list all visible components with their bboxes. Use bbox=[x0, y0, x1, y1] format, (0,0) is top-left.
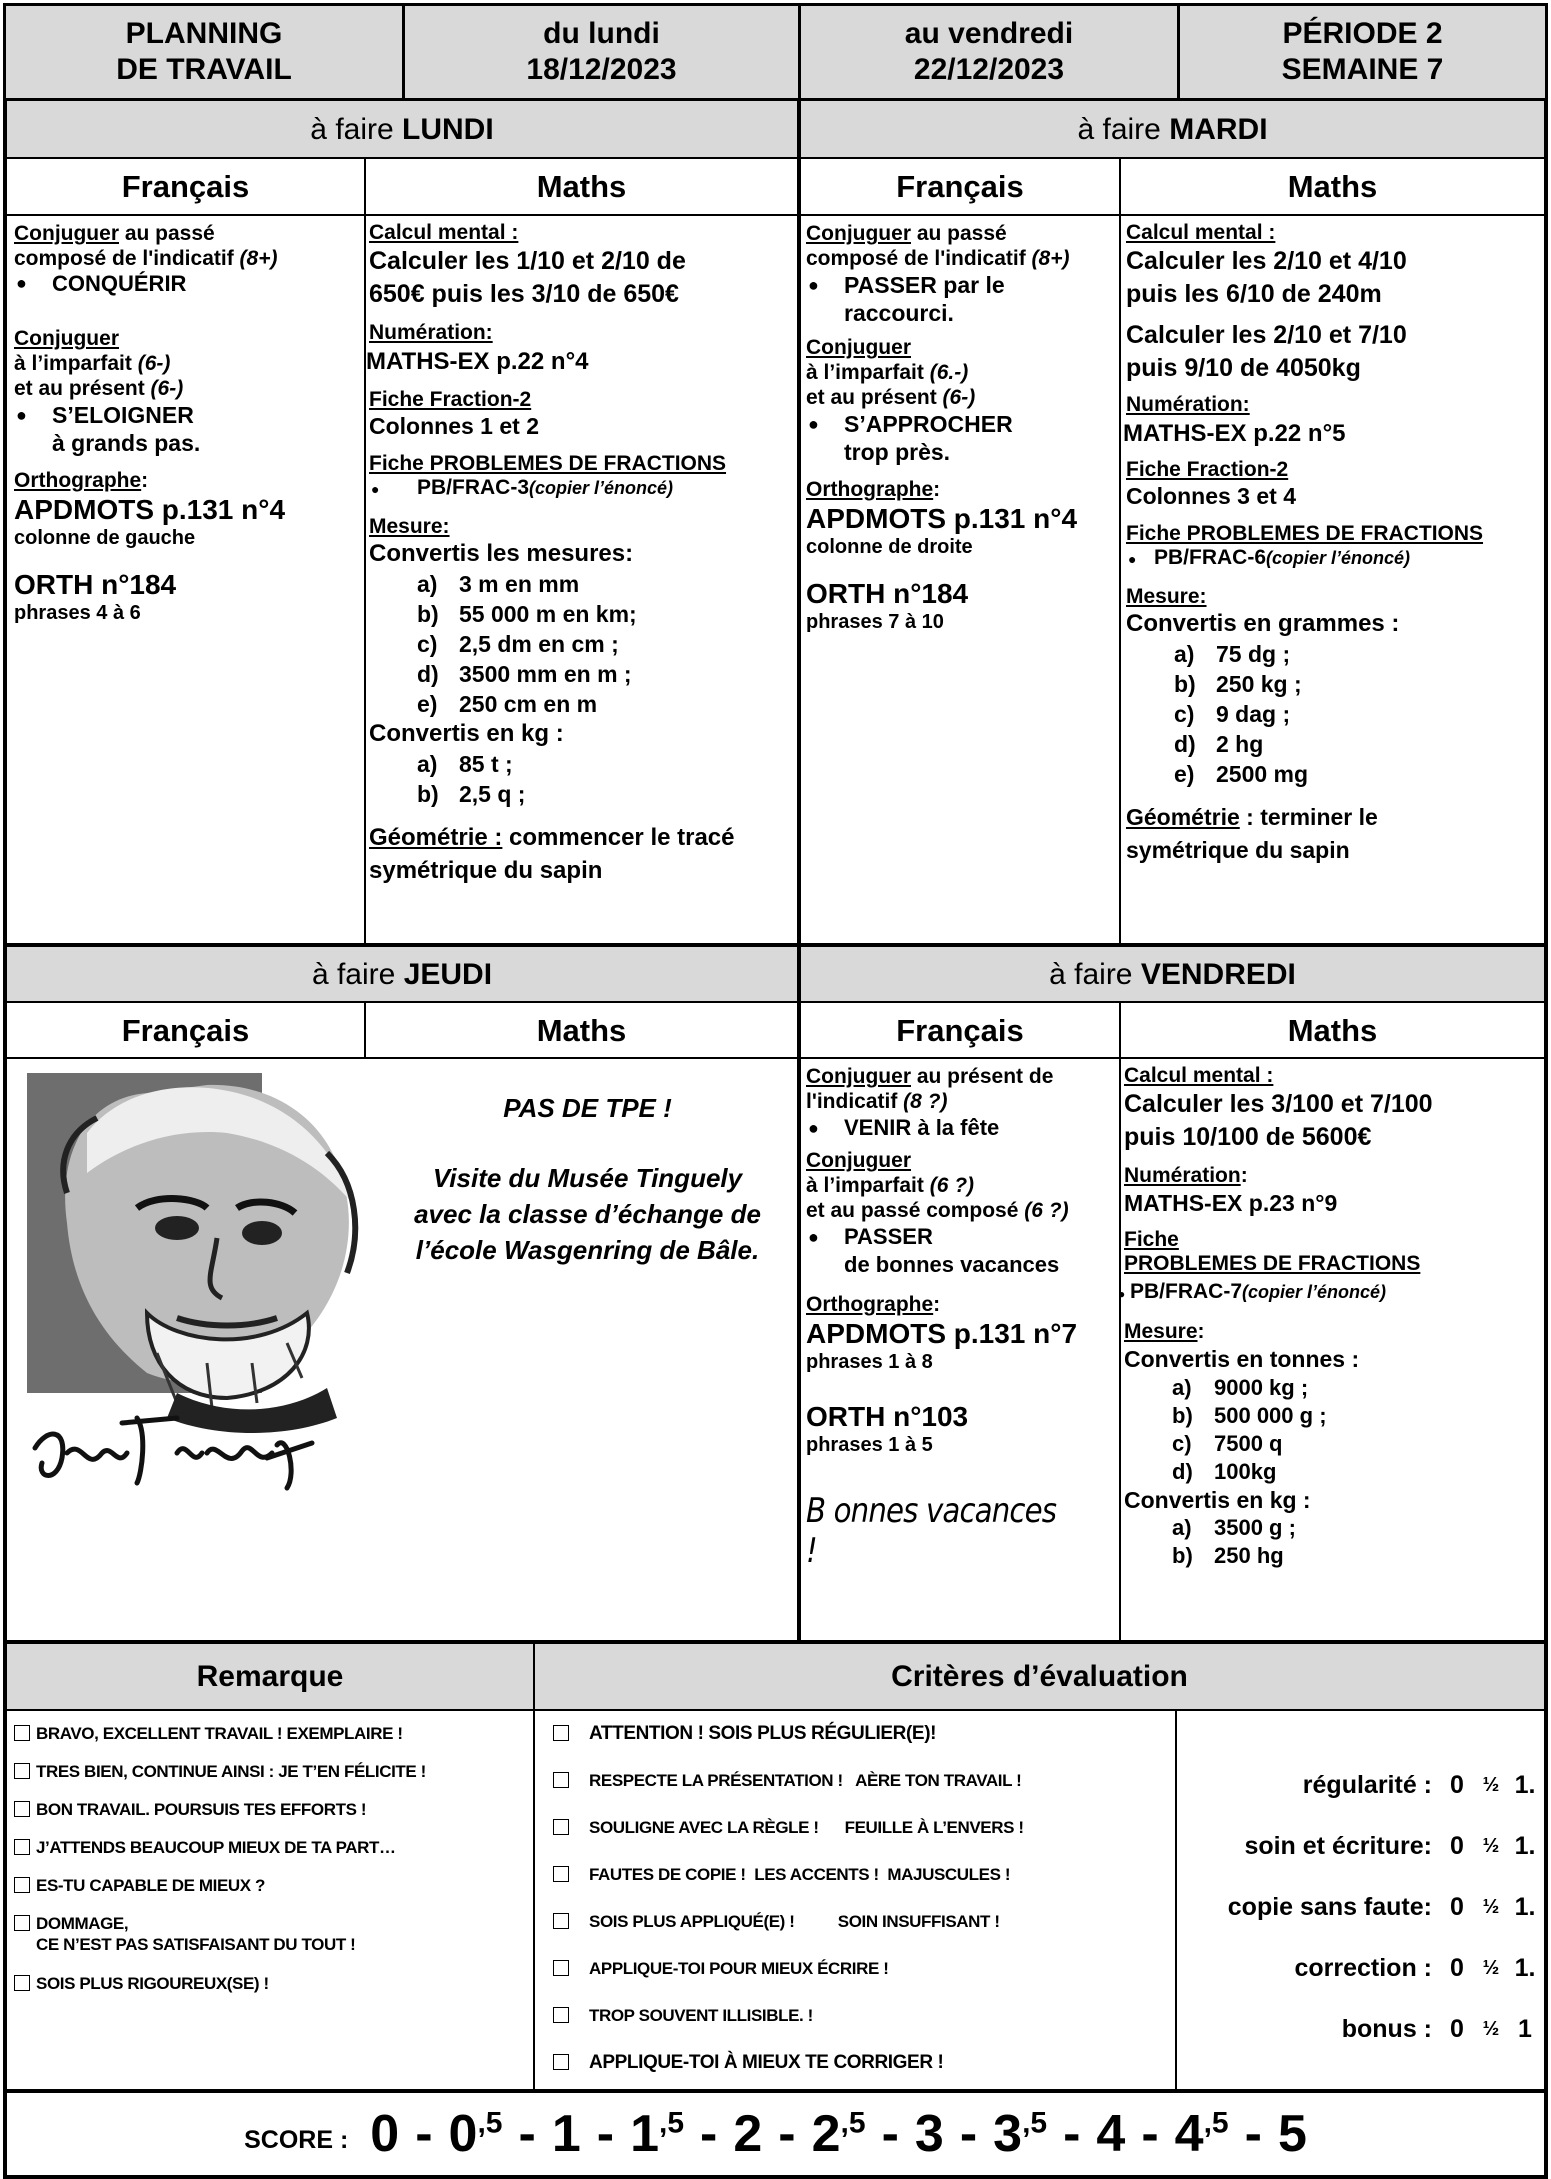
checkbox-icon[interactable] bbox=[553, 1772, 569, 1788]
checkbox-icon[interactable] bbox=[14, 1975, 30, 1991]
checkbox-icon[interactable] bbox=[14, 1763, 30, 1779]
checkbox-icon[interactable] bbox=[14, 1839, 30, 1855]
verb-conquerir: ● CONQUÉRIR bbox=[14, 271, 360, 296]
subject-francais-thursday: Français bbox=[121, 1012, 250, 1048]
monday-maths: Calcul mental : Calculer les 1/10 et 2/10 de 650€ puis les 3/10 de 650€ Numération: MATHS-EX p.22 n°4 Fiche Fraction-2 Colonnes 1 et 2 Fiche PROBLEMES DE FRACTIONS ● PB/FRAC-3 (copier l’énoncé) Mesure: Convertis les mesures: a) 3 m en mm b) 55 000 m en km; c) 2,5 dm en cm ; d) 3500 mm en m ; e) 250 cm en m Convertis en kg : a) 85 t ; b) 2,5 q ; Géométrie : commencer le tracé symétrique du sapin bbox=[369, 221, 795, 937]
date-from-value: 18/12/2023 bbox=[526, 53, 677, 86]
score-value[interactable]: 3 bbox=[914, 2105, 944, 2163]
day-name-tuesday: MARDI bbox=[1169, 112, 1268, 146]
monday-measure-item: d) 3500 mm en m ; bbox=[417, 661, 632, 687]
criteria-option[interactable]: FAUTES DE COPIE ! LES ACCENTS ! MAJUSCULES ! bbox=[553, 1864, 1173, 1911]
score-value[interactable]: 1 bbox=[551, 2105, 581, 2163]
score-value[interactable]: 4 bbox=[1096, 2105, 1126, 2163]
tuesday-maths: Calcul mental : Calculer les 2/10 et 4/10 puis les 6/10 de 240m Calculer les 2/10 et 7/10 puis 9/10 de 4050kg Numération: MATHS-EX p.22 n°5 Fiche Fraction-2 Colonnes 3 et 4 Fiche PROBLEMES DE FRACTIONS ● PB/FRAC-6 (copier l’énoncé) Mesure: Convertis en grammes : a) 75 dg ; b) 250 kg ; c) 9 dag ; d) 2 hg e) 2500 mg Géométrie : terminer le symétrique du sapin bbox=[1126, 221, 1542, 937]
tuesday-measure-item: d) 2 hg bbox=[1174, 731, 1264, 757]
orth-ref-tuesday: ORTH n°184 bbox=[806, 578, 969, 609]
grade-list bbox=[1180, 1765, 1542, 2070]
subject-maths-thursday: Maths bbox=[536, 1012, 627, 1048]
checkbox-icon[interactable] bbox=[553, 2054, 569, 2070]
grade-row: copie sans faute: 0 ½ 1. bbox=[1227, 1892, 1536, 1921]
monday-measure-item: b) 55 000 m en km; bbox=[417, 601, 637, 627]
monday-measure-item: a) 3 m en mm bbox=[417, 571, 580, 597]
remark-header: Remarque bbox=[7, 1644, 533, 1710]
tuesday-measure-item: e) 2500 mg bbox=[1174, 761, 1309, 787]
monday-measure-item: e) 250 cm en m bbox=[417, 691, 598, 717]
thursday-note: PAS DE TPE ! Visite du Musée Tinguely avec la classe d’échange de l’école Wasgenring de Bâle. bbox=[380, 1090, 795, 1268]
tuesday-measure-item: a) 75 dg ; bbox=[1174, 641, 1291, 667]
date-to-cell bbox=[798, 3, 1180, 101]
friday-kg-item: a) 3500 g ; bbox=[1172, 1515, 1296, 1540]
subject-francais-monday: Français bbox=[121, 169, 250, 204]
score-value[interactable]: $3^{,5}$ bbox=[993, 2105, 1048, 2163]
friday-francais: Conjuguer au présent de l'indicatif (8 ?) ● VENIR à la fête Conjuguer à l’imparfait (6 ?) et au passé composé (6 ?) ● PASSER de bonnes vacances Orthographe: APDMOTS p.131 n°7 phrases 1 à 8 ORTH n°103 phrases 1 à 5 B onnes vacances ! bbox=[806, 1064, 1118, 1644]
friday-tonnes-item: c) 7500 q bbox=[1172, 1431, 1283, 1456]
remark-option[interactable]: TRES BIEN, CONTINUE AINSI : JE T’EN FÉLICITE ! bbox=[14, 1761, 529, 1782]
checkbox-icon[interactable] bbox=[553, 2007, 569, 2023]
tinguely-portrait bbox=[27, 1073, 370, 1493]
friday-tonnes-item: a) 9000 kg ; bbox=[1172, 1375, 1309, 1400]
score-value[interactable]: 5 bbox=[1277, 2105, 1307, 2163]
criteria-option[interactable]: APPLIQUE-TOI À MIEUX TE CORRIGER ! bbox=[553, 2052, 1173, 2099]
date-to-label: au vendredi bbox=[904, 17, 1074, 50]
day-header-monday: à faire LUNDI bbox=[7, 101, 797, 158]
title-cell bbox=[3, 3, 405, 101]
criteria-option[interactable]: ATTENTION ! SOIS PLUS RÉGULIER(E)! bbox=[553, 1723, 1173, 1770]
remark-list bbox=[14, 1723, 529, 2011]
remark-option[interactable]: J’ATTENDS BEAUCOUP MIEUX DE TA PART… bbox=[14, 1837, 529, 1858]
subject-francais-friday: Français bbox=[896, 1012, 1024, 1048]
grade-row: régularité : 0 ½ 1. bbox=[1302, 1770, 1536, 1799]
score-value[interactable]: $2^{,5}$ bbox=[811, 2105, 866, 2163]
no-tpe-text: PAS DE TPE ! bbox=[503, 1093, 672, 1123]
criteria-option[interactable]: TROP SOUVENT ILLISIBLE. ! bbox=[553, 2005, 1173, 2052]
checkbox-icon[interactable] bbox=[14, 1915, 30, 1931]
score-value[interactable]: 0 bbox=[370, 2105, 400, 2163]
planning-title-line1: PLANNING bbox=[125, 17, 283, 50]
monday-francais: Conjuguer au passé composé de l'indicatif (8+) ● CONQUÉRIR Conjuguer à l’imparfait (6-) et au présent (6-) ● S’ELOIGNER à grands pas. Orthographe: APDMOTS p.131 n°4 colonne de gauche ORTH n°184 phrases 4 à 6 bbox=[14, 221, 360, 921]
checkbox-icon[interactable] bbox=[14, 1801, 30, 1817]
period-label: PÉRIODE 2 bbox=[1282, 17, 1443, 50]
checkbox-icon[interactable] bbox=[553, 1866, 569, 1882]
criteria-option[interactable]: APPLIQUE-TOI POUR MIEUX ÉCRIRE ! bbox=[553, 1958, 1173, 2005]
grade-row: correction : 0 ½ 1. bbox=[1294, 1953, 1536, 1982]
score-label: SCORE : bbox=[244, 2125, 349, 2154]
score-bar: SCORE : 0 - $0^{,5}$ - 1 - $1^{,5}$ - 2 - $2^{,5}$ - 3 - $3^{,5}$ - 4 - $4^{,5}$ - 5 bbox=[244, 2105, 1307, 2163]
grade-row: bonus : 0 ½ 1 bbox=[1341, 2014, 1532, 2043]
checkbox-icon[interactable] bbox=[14, 1725, 30, 1741]
tuesday-measure-item: b) 250 kg ; bbox=[1174, 671, 1302, 697]
criteria-option[interactable]: RESPECTE LA PRÉSENTATION ! AÈRE TON TRAVAIL ! bbox=[553, 1770, 1173, 1817]
orth-ref-friday: ORTH n°103 bbox=[806, 1401, 969, 1432]
remark-option[interactable]: ES-TU CAPABLE DE MIEUX ? bbox=[14, 1875, 529, 1896]
tuesday-francais: Conjuguer au passé composé de l'indicatif (8+) ● PASSER par le raccourci. Conjuguer à l’imparfait (6.-) et au présent (6-) ● S’APPROCHER trop près. Orthographe: APDMOTS p.131 n°4 colonne de droite ORTH n°184 phrases 7 à 10 bbox=[806, 221, 1116, 921]
planning-title-line2: DE TRAVAIL bbox=[116, 53, 292, 86]
remark-option[interactable]: SOIS PLUS RIGOUREUX(SE) ! bbox=[14, 1973, 529, 1994]
date-to-value: 22/12/2023 bbox=[913, 53, 1065, 86]
apdmots-ref-tuesday: APDMOTS p.131 n°4 bbox=[806, 503, 1078, 534]
checkbox-icon[interactable] bbox=[553, 1960, 569, 1976]
period-cell bbox=[1177, 3, 1548, 101]
bonnes-vacances-text: B onnes vacances ! bbox=[806, 1491, 1057, 1571]
checkbox-icon[interactable] bbox=[553, 1913, 569, 1929]
criteria-list bbox=[553, 1723, 1173, 2099]
day-name-friday: VENDREDI bbox=[1140, 957, 1296, 991]
day-name-thursday: JEUDI bbox=[403, 957, 493, 991]
apdmots-ref-monday: APDMOTS p.131 n°4 bbox=[14, 494, 286, 525]
monday-kg-item: a) 85 t ; bbox=[417, 751, 513, 777]
tuesday-measure-item: c) 9 dag ; bbox=[1174, 701, 1291, 727]
date-from-cell bbox=[402, 3, 801, 101]
score-value[interactable]: 2 bbox=[733, 2105, 763, 2163]
grade-row: soin et écriture: 0 ½ 1. bbox=[1244, 1831, 1536, 1860]
friday-maths: Calcul mental : Calculer les 3/100 et 7/100 puis 10/100 de 5600€ Numération: MATHS-EX p.23 n°9 Fiche PROBLEMES DE FRACTIONS ● PB/FRAC-7 (copier l’énoncé) Mesure: Convertis en tonnes : a) 9000 kg ; b) 500 000 g ; c) 7500 q d) 100kg Convertis en kg : a) 3500 g ; b) 250 hg bbox=[1124, 1064, 1542, 1644]
score-value[interactable]: $4^{,5}$ bbox=[1174, 2105, 1229, 2163]
orth-ref-monday: ORTH n°184 bbox=[14, 569, 177, 600]
day-header-thursday: à faire JEUDI bbox=[7, 947, 797, 1002]
week-label: SEMAINE 7 bbox=[1281, 53, 1444, 86]
day-name-monday: LUNDI bbox=[402, 112, 494, 146]
monday-kg-item: b) 2,5 q ; bbox=[417, 781, 526, 807]
subject-maths-monday: Maths bbox=[536, 169, 627, 204]
subject-francais-tuesday: Français bbox=[896, 169, 1024, 204]
score-value[interactable]: $1^{,5}$ bbox=[630, 2105, 685, 2163]
friday-tonnes-item: d) 100kg bbox=[1172, 1459, 1277, 1484]
friday-kg-item: b) 250 hg bbox=[1172, 1543, 1284, 1568]
subject-maths-friday: Maths bbox=[1287, 1012, 1378, 1048]
score-value[interactable]: $0^{,5}$ bbox=[448, 2105, 503, 2163]
criteria-option[interactable]: SOIS PLUS APPLIQUÉ(E) ! SOIN INSUFFISANT ! bbox=[553, 1911, 1173, 1958]
day-header-friday: à faire VENDREDI bbox=[801, 947, 1544, 1002]
criteria-option[interactable]: SOULIGNE AVEC LA RÈGLE ! FEUILLE À L’ENVERS ! bbox=[553, 1817, 1173, 1864]
checkbox-icon[interactable] bbox=[553, 1725, 569, 1741]
criteria-header: Critères d’évaluation bbox=[535, 1644, 1544, 1710]
apdmots-ref-friday: APDMOTS p.131 n°7 bbox=[806, 1318, 1078, 1349]
monday-measure-item: c) 2,5 dm en cm ; bbox=[417, 631, 619, 657]
checkbox-icon[interactable] bbox=[14, 1877, 30, 1893]
checkbox-icon[interactable] bbox=[553, 1819, 569, 1835]
remark-option[interactable]: BRAVO, EXCELLENT TRAVAIL ! EXEMPLAIRE ! bbox=[14, 1723, 529, 1744]
friday-tonnes-item: b) 500 000 g ; bbox=[1172, 1403, 1327, 1428]
remark-option[interactable]: BON TRAVAIL. POURSUIS TES EFFORTS ! bbox=[14, 1799, 529, 1820]
remark-option[interactable]: DOMMAGE, CE N’EST PAS SATISFAISANT DU TOUT ! bbox=[14, 1913, 529, 1955]
day-header-tuesday: à faire MARDI bbox=[801, 101, 1544, 158]
subject-maths-tuesday: Maths bbox=[1287, 169, 1378, 204]
date-from-label: du lundi bbox=[543, 17, 660, 50]
